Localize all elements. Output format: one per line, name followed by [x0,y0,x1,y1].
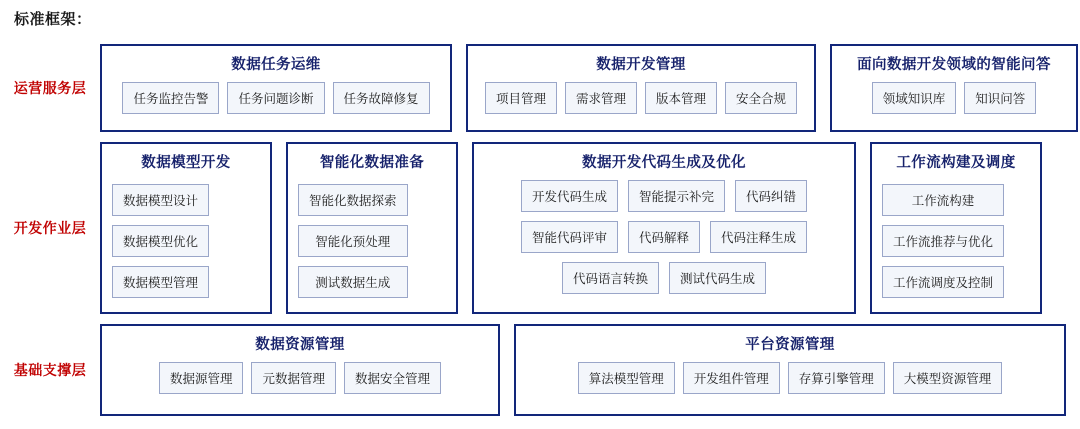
item-chip[interactable]: 数据模型优化 [112,225,209,257]
layer-label-operations: 运营服务层 [13,80,87,96]
group-data-model-development[interactable] [100,142,272,314]
group-title: 数据开发管理 [596,57,686,73]
item-chip[interactable]: 数据安全管理 [344,362,441,394]
item-chip[interactable]: 开发代码生成 [521,180,618,212]
group-items [298,180,446,302]
group-data-development-management[interactable] [466,44,816,132]
group-title: 智能化数据准备 [319,155,425,171]
layer-row-development-content [100,142,1080,314]
item-chip[interactable]: 算法模型管理 [578,362,675,394]
item-chip[interactable]: 测试数据生成 [298,266,408,298]
item-chip[interactable]: 版本管理 [645,82,717,114]
group-items [112,180,260,302]
group-intelligent-data-preparation[interactable] [286,142,458,314]
group-items [112,362,488,404]
item-chip[interactable]: 工作流构建 [882,184,1004,216]
item-chip[interactable]: 工作流推荐与优化 [882,225,1004,257]
group-workflow-build-schedule[interactable] [870,142,1042,314]
item-chip[interactable]: 数据源管理 [159,362,244,394]
item-chip[interactable]: 开发组件管理 [683,362,780,394]
page-title: 标准框架： [14,11,92,28]
group-items [112,82,440,120]
item-chip[interactable]: 需求管理 [565,82,637,114]
layer-row-operations [0,44,1080,132]
item-chip[interactable]: 测试代码生成 [669,262,766,294]
item-chip[interactable]: 安全合规 [725,82,797,114]
item-chip[interactable]: 存算引擎管理 [788,362,885,394]
group-title: 工作流构建及调度 [896,155,1016,171]
item-chip[interactable]: 数据模型管理 [112,266,209,298]
group-title: 平台资源管理 [745,337,835,353]
item-chip[interactable]: 数据模型设计 [112,184,209,216]
group-domain-intelligent-qa[interactable] [830,44,1078,132]
layer-row-development [0,142,1080,314]
layer-row-foundation-content [100,324,1080,416]
group-items [882,180,1030,302]
layer-row-foundation [0,324,1080,416]
group-title: 数据模型开发 [141,155,231,171]
item-chip[interactable]: 知识问答 [964,82,1036,114]
layer-row-operations-content [100,44,1080,132]
item-chip[interactable]: 代码注释生成 [710,221,807,253]
group-data-task-operations[interactable] [100,44,452,132]
layer-label-foundation: 基础支撑层 [13,362,87,378]
group-platform-resource-management[interactable] [514,324,1066,416]
item-chip[interactable]: 代码解释 [628,221,700,253]
item-chip[interactable]: 任务故障修复 [333,82,430,114]
item-chip[interactable]: 领域知识库 [872,82,957,114]
group-code-generation-optimization[interactable] [472,142,856,314]
item-chip[interactable]: 代码纠错 [735,180,807,212]
item-chip[interactable]: 智能提示补完 [628,180,725,212]
group-items [526,362,1054,404]
group-items [842,82,1066,120]
item-chip[interactable]: 项目管理 [485,82,557,114]
item-chip[interactable]: 大模型资源管理 [893,362,1003,394]
group-items [484,180,844,302]
item-chip[interactable]: 智能化数据探索 [298,184,408,216]
item-chip[interactable]: 元数据管理 [251,362,336,394]
group-title: 数据任务运维 [231,57,321,73]
item-chip[interactable]: 任务问题诊断 [227,82,324,114]
layer-label-development: 开发作业层 [13,220,87,236]
item-chip[interactable]: 智能代码评审 [521,221,618,253]
group-data-resource-management[interactable] [100,324,500,416]
item-chip[interactable]: 智能化预处理 [298,225,408,257]
group-title: 面向数据开发领域的智能问答 [857,57,1051,73]
group-title: 数据资源管理 [255,337,345,353]
item-chip[interactable]: 代码语言转换 [562,262,659,294]
item-chip[interactable]: 任务监控告警 [122,82,219,114]
group-title: 数据开发代码生成及优化 [582,155,746,171]
item-chip[interactable]: 工作流调度及控制 [882,266,1004,298]
group-items [478,82,804,120]
